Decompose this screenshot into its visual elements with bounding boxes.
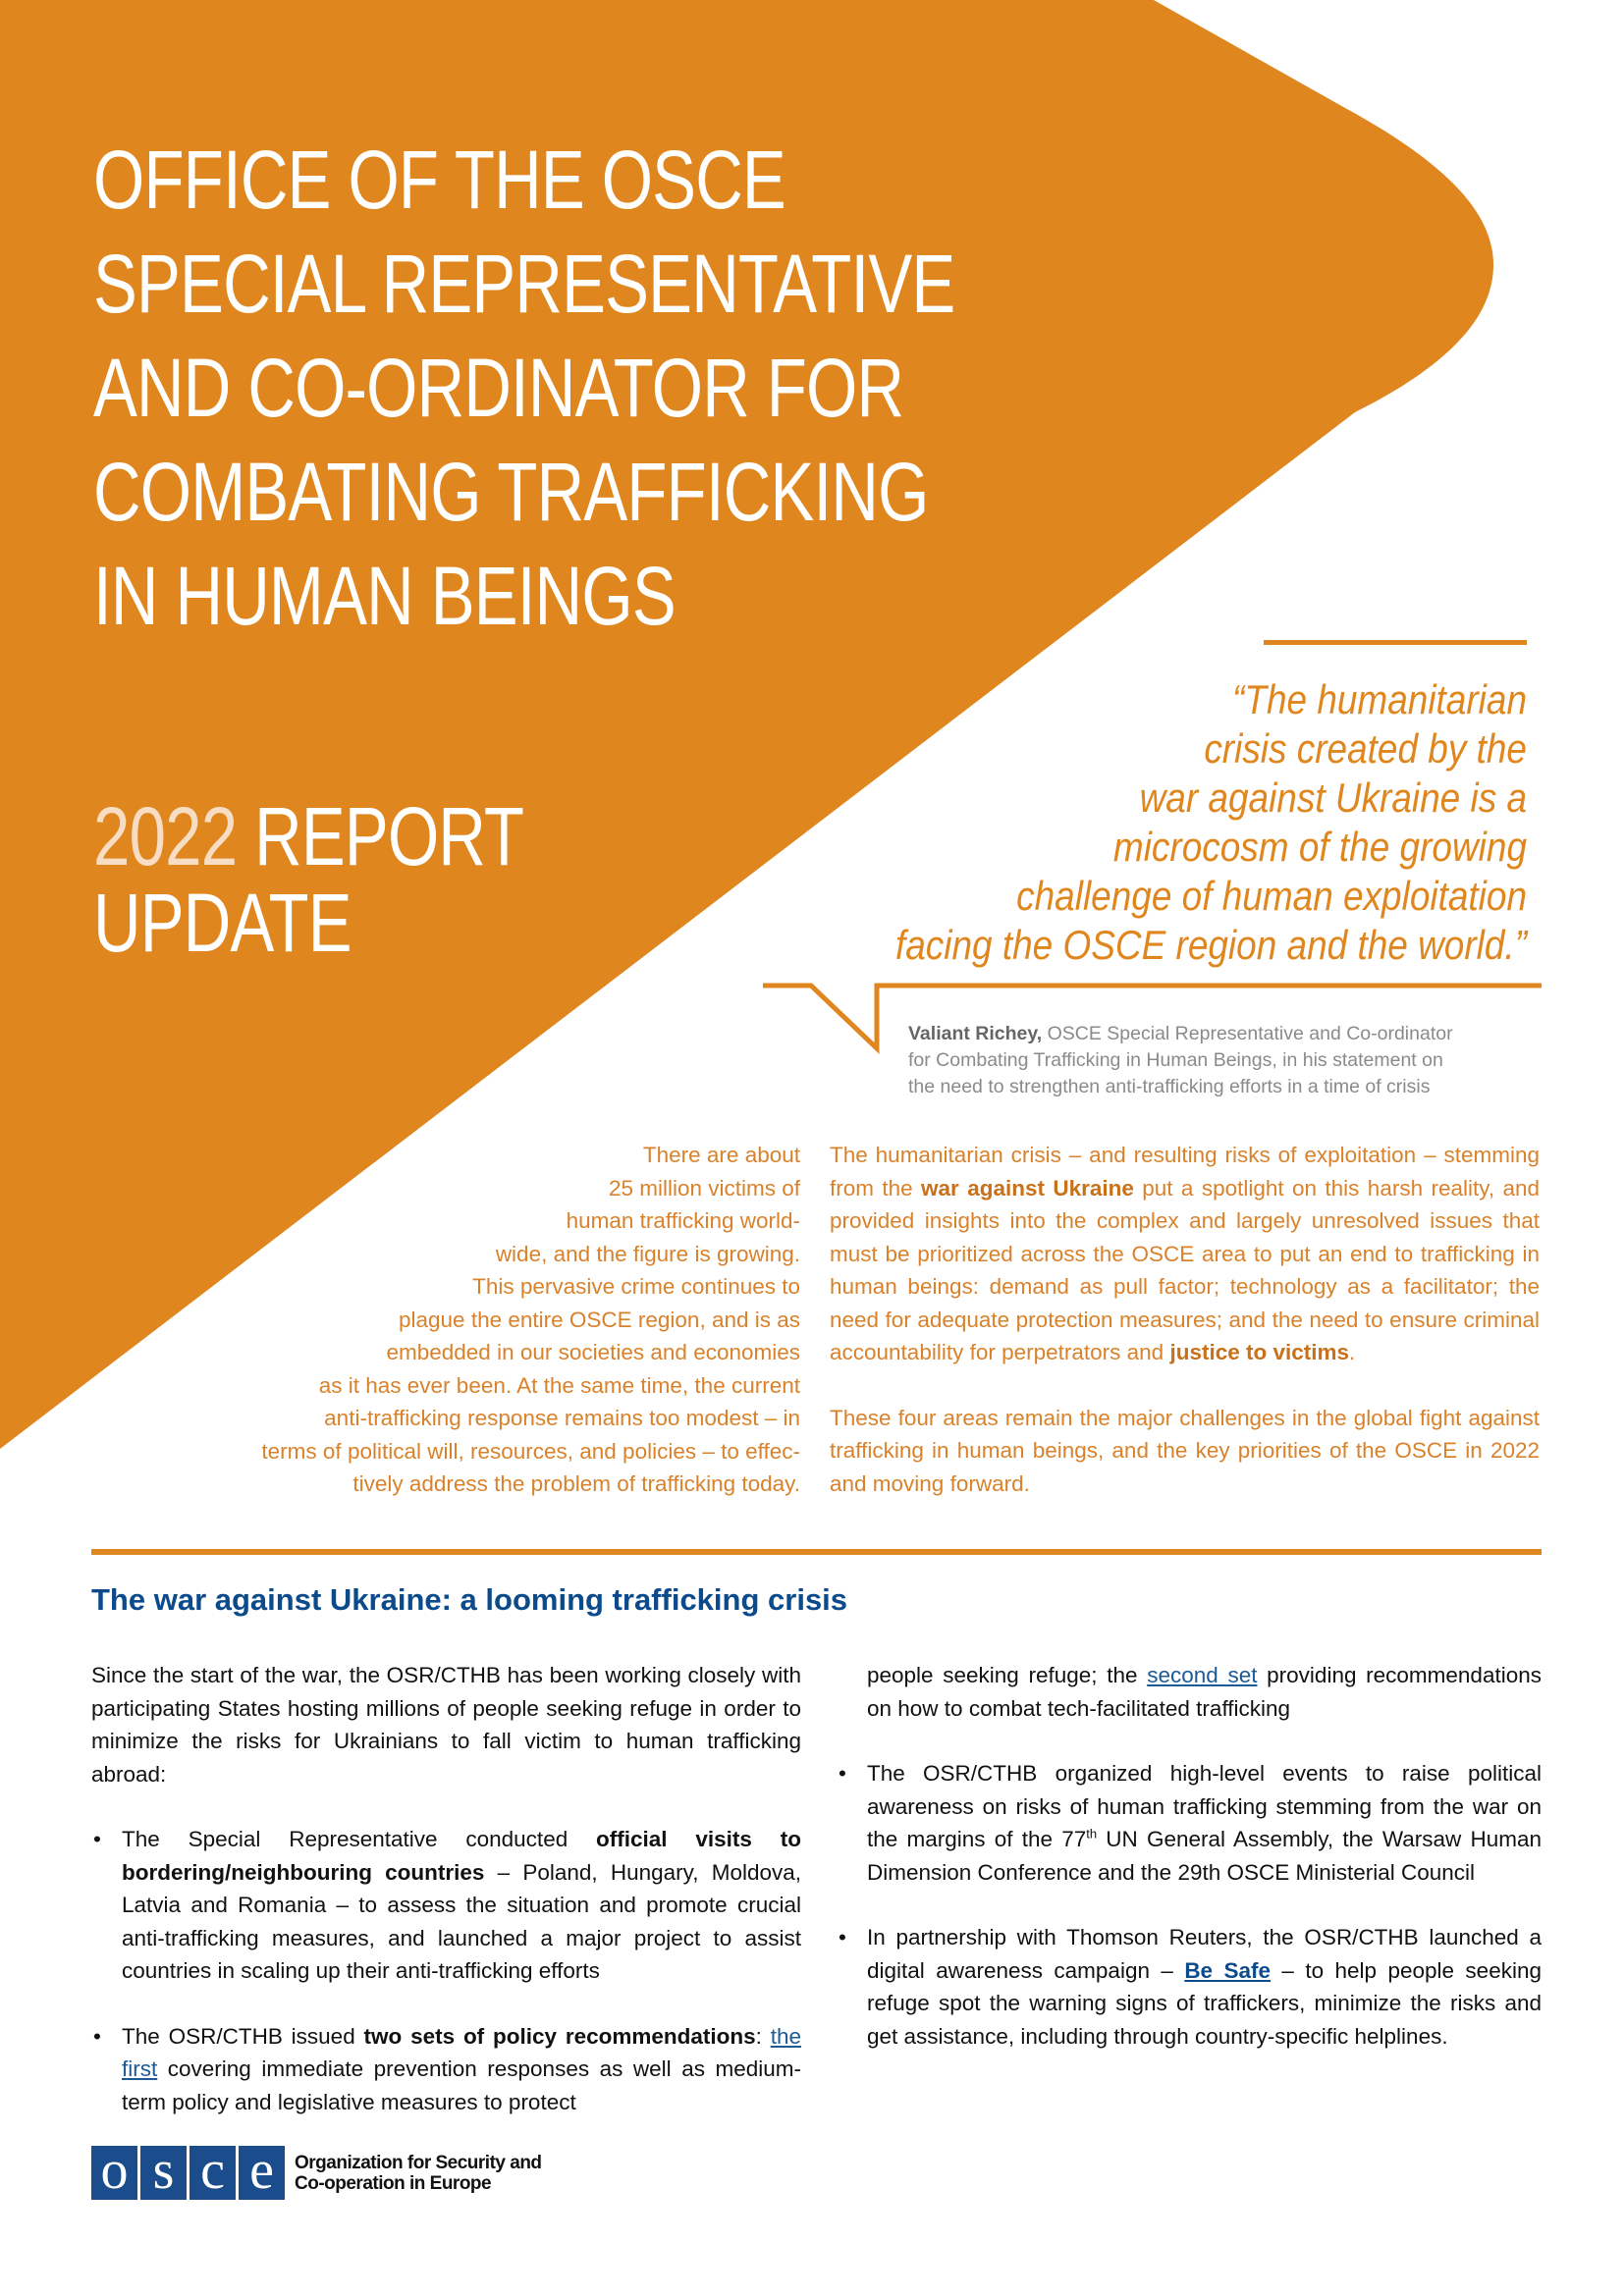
text-run: : (755, 2023, 771, 2049)
text-run: The humanitarian crisis – and resulting risks of exploitation – stemming from the (830, 1143, 1540, 1201)
text-run: The OSR/CTHB organized high-level events to raise political awareness on risks of human trafficking stemming from the war on the margins of the 77 (867, 1761, 1542, 1851)
text-run: people seeking refuge; the (867, 1663, 1148, 1687)
report-subtitle (93, 790, 524, 969)
intro-line: tively address the problem of trafficking today. (352, 1471, 800, 1496)
intro-line: plague the entire OSCE region, and is as (399, 1307, 800, 1332)
link-second-set[interactable]: second set (1147, 1663, 1258, 1687)
title-line: AND CO-ORDINATOR FOR (93, 342, 904, 434)
org-name-line: Co-operation in Europe (295, 2172, 492, 2194)
attribution-line: OSCE Special Representative and Co-ordinator (1042, 1023, 1453, 1044)
quote-line: facing the OSCE region and the world.” (894, 922, 1527, 968)
quote-line: microcosm of the growing (1112, 824, 1527, 870)
subtitle-year: 2022 (93, 790, 238, 882)
intro-line: This pervasive crime continues to (472, 1274, 800, 1299)
section-heading: The war against Ukraine: a looming trafficking crisis (91, 1582, 848, 1617)
text-run: providing recommendations on how to combat tech-facilitated trafficking (867, 1663, 1542, 1721)
list-item (91, 2020, 801, 2119)
list-item (837, 1921, 1542, 2053)
body-column-right (837, 1659, 1542, 2085)
text-run: In partnership with Thomson Reuters, the OSR/CTHB launched a digital awareness campaign – (867, 1925, 1542, 1983)
quote-line: crisis created by the (1204, 725, 1527, 772)
intro-line: There are about (642, 1143, 800, 1167)
link-first-recommendations[interactable]: the first (122, 2023, 801, 2081)
attribution-name: Valiant Richey, (908, 1023, 1043, 1044)
logo-letter: s (140, 2146, 187, 2200)
title-line: IN HUMAN BEINGS (93, 550, 676, 642)
quote-line: challenge of human exploitation (1016, 873, 1527, 919)
intro-right-text (830, 1139, 1540, 1532)
intro-line: terms of political will, resources, and policies – to effec- (261, 1438, 800, 1464)
section-intro: Since the start of the war, the OSR/CTHB has been working closely with participating States hosting millions of people seeking refuge in order to minimize the risks for Ukrainians to fall victim to human trafficking abroad: (91, 1663, 801, 1787)
bold-text: official visits to bordering/neighbouring countries (122, 1827, 801, 1885)
subtitle-update: UPDATE (93, 877, 352, 969)
text-run: The OSR/CTHB issued (122, 2023, 364, 2049)
highlight-justice-to-victims: justice to victims (1169, 1340, 1350, 1364)
title-line: COMBATING TRAFFICKING (93, 446, 929, 538)
body-column-left (91, 1659, 801, 2151)
intro-line: 25 million victims of (608, 1175, 800, 1201)
text-run: covering immediate prevention responses as well as medium-term policy and legislative measures to protect (122, 2056, 801, 2114)
text-run: – to help people seeking refuge spot the warning signs of traffickers, minimize the risks and get assistance, including through country-specific helplines. (867, 1957, 1542, 2049)
section-divider (91, 1549, 1542, 1555)
superscript: th (1086, 1826, 1098, 1842)
quote-line: war against Ukraine is a (1139, 774, 1527, 821)
bullet-icon: • (93, 1827, 101, 1851)
bullet-icon: • (839, 1925, 846, 1949)
text-run: – Poland, Hungary, Moldova, Latvia and Romania – to assess the situation and promote crucial anti-trafficking measures, and launched a major project to assist countries in scaling up their anti-trafficking efforts (122, 1859, 801, 1983)
intro-paragraph (830, 1139, 1540, 1369)
attribution-line: for Combating Trafficking in Human Beings, in his statement on (908, 1049, 1443, 1071)
link-be-safe[interactable]: Be Safe (1184, 1957, 1272, 1983)
bullet-icon: • (839, 1761, 846, 1786)
osce-logo (91, 2140, 542, 2201)
subtitle-report: REPORT (237, 790, 524, 882)
intro-line: wide, and the figure is growing. (495, 1241, 800, 1266)
logo-letter: c (189, 2146, 236, 2200)
title-line: OFFICE OF THE OSCE (93, 133, 785, 226)
text-run: put a spotlight on this harsh reality, and provided insights into the complex and largely unresolved issues that must be prioritized across the OSCE area to put an end to trafficking in human beings: demand as pull factor; technology as a facilitator; the need for adequate protection measures; and the need to ensure criminal accountability for perpetrators and (830, 1175, 1540, 1364)
intro-left-text (88, 1139, 800, 1501)
intro-line: as it has ever been. At the same time, the current (318, 1372, 800, 1398)
intro-line: human trafficking world- (566, 1208, 800, 1233)
list-item (837, 1757, 1542, 1889)
logo-letter: o (91, 2146, 137, 2200)
attribution-line: the need to strengthen anti-trafficking efforts in a time of crisis (908, 1076, 1431, 1097)
intro-paragraph: These four areas remain the major challenges in the global fight against trafficking in human beings, and the key priorities of the OSCE in 2022 and moving forward. (830, 1405, 1540, 1496)
highlight-war-against-ukraine: war against Ukraine (921, 1175, 1134, 1201)
quote-top-rule (1264, 640, 1527, 645)
pull-quote (870, 675, 1527, 970)
list-item (91, 1823, 801, 1988)
intro-line: embedded in our societies and economies (386, 1340, 800, 1364)
report-title (93, 128, 957, 648)
bold-text: two sets of policy recommendations (363, 2023, 756, 2049)
logo-letter: e (239, 2146, 285, 2200)
text-run: . (1349, 1340, 1356, 1364)
title-line: SPECIAL REPRESENTATIVE (93, 238, 955, 330)
quote-line: “The humanitarian (1232, 676, 1527, 722)
list-item-continued (837, 1659, 1542, 1725)
osce-logo-mark (91, 2140, 285, 2201)
text-run: The Special Representative conducted (122, 1827, 597, 1851)
intro-line: anti-trafficking response remains too modest – in (324, 1406, 800, 1430)
bullet-icon: • (93, 2023, 101, 2049)
quote-attribution (908, 1021, 1546, 1100)
org-name-line: Organization for Security and (295, 2152, 542, 2173)
organization-name (295, 2153, 542, 2194)
text-run: UN General Assembly, the Warsaw Human Dimension Conference and the 29th OSCE Ministerial Council (867, 1827, 1542, 1885)
